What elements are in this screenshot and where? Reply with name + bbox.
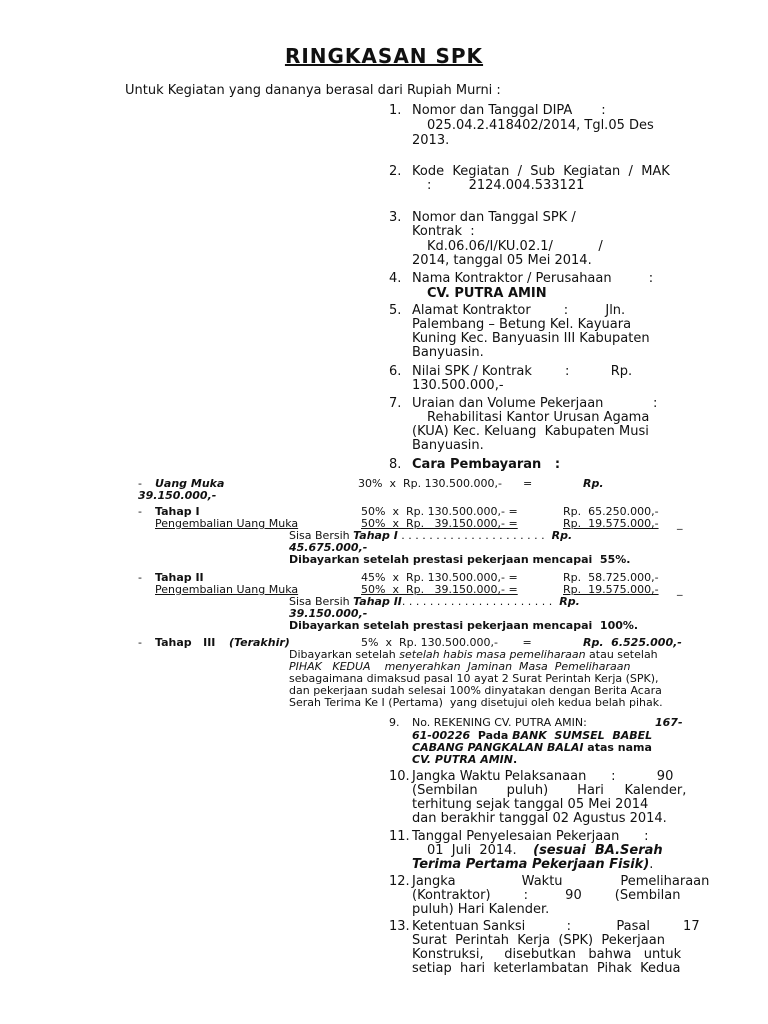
tahap-3-calc: 5% x Rp. 130.500.000,- = <box>361 636 532 649</box>
item-7-number: 7. <box>389 396 402 411</box>
tahap-2-return-tail: _ <box>677 583 683 596</box>
tahap-2-label: Tahap II <box>155 571 204 584</box>
para-text: Dibayarkan setelah <box>289 648 400 661</box>
item-2-number: 2. <box>389 164 402 179</box>
item-13-line-4: setiap hari keterlambatan Pihak Kedua <box>412 961 681 976</box>
completion-reference: (sesuai BA.Serah <box>533 843 663 858</box>
item-4-line-1: Nama Kontraktor / Perusahaan : <box>412 271 654 286</box>
item-3-line-2: Kontrak : <box>412 224 475 239</box>
tahap-2-return-amount: Rp. 19.575.000,- <box>563 583 659 596</box>
tahap-1-dash: - <box>138 505 142 518</box>
tahap-2-amount: Rp. 58.725.000,- <box>563 571 659 584</box>
item-5-line-2: Palembang – Betung Kel. Kayuara <box>412 317 632 332</box>
item-1-line-2: 025.04.2.418402/2014, Tgl.05 Des <box>427 118 654 133</box>
net-rp: Rp. <box>551 529 573 542</box>
item-5-line-1: Alamat Kontraktor : Jln. <box>412 303 626 318</box>
item-12-line-1: Jangka Waktu Pemeliharaan <box>412 874 710 889</box>
tahap-2-calc: 45% x Rp. 130.500.000,- = <box>361 571 518 584</box>
item-9-line-4 <box>412 753 517 766</box>
item-1-number: 1. <box>389 103 402 118</box>
uang-muka-amount: 39.150.000,- <box>138 489 217 502</box>
uang-muka-dash: - <box>138 477 142 490</box>
account-number-part-1: 167- <box>655 716 683 729</box>
bank-branch: CABANG PANGKALAN BALAI <box>412 741 584 754</box>
item-11-line-2 <box>427 843 663 858</box>
item-1-line-3: 2013. <box>412 133 450 148</box>
tahap-3-para-line-4: dan pekerjaan sudah selesai 100% dinyatakan dengan Berita Acara <box>289 684 662 697</box>
account-number-part-2: 61-00226 <box>412 729 471 742</box>
item-13-number: 13. <box>389 919 410 934</box>
net-tahap: Tahap I <box>353 529 398 542</box>
tahap-2-return-label: Pengembalian Uang Muka <box>155 583 299 596</box>
uang-muka-label: Uang Muka <box>155 477 225 490</box>
item-13-line-2: Surat Perintah Kerja (SPK) Pekerjaan <box>412 933 665 948</box>
item-10-line-4: dan berakhir tanggal 02 Agustus 2014. <box>412 811 667 826</box>
tahap-1-label: Tahap I <box>155 505 200 518</box>
net-dots: . . . . . . . . . . . . . . . . . . . . . . <box>401 595 560 608</box>
account-holder: CV. PUTRA AMIN <box>412 753 513 766</box>
tahap-3-dash: - <box>138 636 142 649</box>
item-13-line-1: Ketentuan Sanksi : Pasal 17 <box>412 919 700 934</box>
tahap-3-label-2: (Terakhir) <box>229 636 290 649</box>
tahap-3-para-line-5: Serah Terima Ke I (Pertama) yang disetujui oleh kedua belah pihak. <box>289 696 663 709</box>
net-dots: . . . . . . . . . . . . . . . . . . . . . <box>397 529 552 542</box>
item-6-line-1: Nilai SPK / Kontrak : Rp. <box>412 364 633 379</box>
item-7-line-3: (KUA) Kec. Keluang Kabupaten Musi <box>412 424 649 439</box>
item-2-line-1: Kode Kegiatan / Sub Kegiatan / MAK <box>412 164 670 179</box>
item-9-number: 9. <box>389 716 400 729</box>
tahap-3-para-line-2: PIHAK KEDUA menyerahkan Jaminan Masa Pemeliharaan <box>289 660 631 673</box>
payment-method-heading: Cara Pembayaran : <box>412 457 561 472</box>
tahap-2-net-amount: 39.150.000,- <box>289 607 368 620</box>
net-tahap: Tahap II <box>353 595 402 608</box>
item-3-number: 3. <box>389 210 402 225</box>
item-13-line-3: Konstruksi, disebutkan bahwa untuk <box>412 947 682 962</box>
uang-muka-rp: Rp. <box>583 477 604 490</box>
item-4-number: 4. <box>389 271 402 286</box>
item-7-line-2: Rehabilitasi Kantor Urusan Agama <box>427 410 650 425</box>
tahap-1-return-label: Pengembalian Uang Muka <box>155 517 299 530</box>
tahap-3-label: Tahap III <box>155 636 216 649</box>
para-italic: setelah habis masa pemeliharaan <box>399 648 586 661</box>
intro-text: Untuk Kegiatan yang dananya berasal dari Rupiah Murni : <box>125 83 501 98</box>
tahap-1-return-tail: _ <box>677 517 683 530</box>
item-1-line-1: Nomor dan Tanggal DIPA : <box>412 103 606 118</box>
item-12-line-2: (Kontraktor) : 90 (Sembilan <box>412 888 681 903</box>
item-6-number: 6. <box>389 364 402 379</box>
net-rp: Rp. <box>559 595 580 608</box>
completion-period: . <box>649 857 654 872</box>
account-holder-period: . <box>512 753 518 766</box>
page-title: RINGKASAN SPK <box>284 44 484 68</box>
contractor-name: CV. PUTRA AMIN <box>427 286 547 301</box>
item-2-line-2: : 2124.004.533121 <box>427 178 585 193</box>
item-3-line-4: 2014, tanggal 05 Mei 2014. <box>412 253 592 268</box>
tahap-1-note: Dibayarkan setelah prestasi pekerjaan mencapai 55%. <box>289 553 631 566</box>
tahap-1-return-amount: Rp. 19.575.000,- <box>563 517 659 530</box>
tahap-1-calc: 50% x Rp. 130.500.000,- = <box>361 505 518 518</box>
atas-nama-text: atas nama <box>583 741 652 754</box>
item-10-number: 10. <box>389 769 410 784</box>
tahap-1-return-calc: 50% x Rp. 39.150.000,- = <box>361 517 518 530</box>
item-5-number: 5. <box>389 303 402 318</box>
bank-name: BANK SUMSEL BABEL <box>512 729 653 742</box>
item-11-line-1: Tanggal Penyelesaian Pekerjaan : <box>412 829 649 844</box>
item-11-number: 11. <box>389 829 410 844</box>
item-7-line-1: Uraian dan Volume Pekerjaan : <box>412 396 658 411</box>
item-9-line-1: No. REKENING CV. PUTRA AMIN: <box>412 716 587 729</box>
item-8-number: 8. <box>389 457 402 472</box>
completion-date: 01 Juli 2014. <box>427 843 534 858</box>
item-3-line-1: Nomor dan Tanggal SPK / <box>412 210 576 225</box>
completion-reference-cont: Terima Pertama Pekerjaan Fisik) <box>412 857 650 872</box>
tahap-3-para-line-3: sebagaimana dimaksud pasal 10 ayat 2 Surat Perintah Kerja (SPK), <box>289 672 659 685</box>
pada-text: Pada <box>470 729 513 742</box>
para-text-tail: atau setelah <box>585 648 658 661</box>
net-prefix: Sisa Bersih <box>289 529 354 542</box>
item-6-line-2: 130.500.000,- <box>412 378 504 393</box>
tahap-1-net-amount: 45.675.000,- <box>289 541 368 554</box>
tahap-2-return-calc: 50% x Rp. 39.150.000,- = <box>361 583 518 596</box>
item-3-line-3: Kd.06.06/I/KU.02.1/ / <box>427 239 603 254</box>
item-11-line-3 <box>412 857 653 872</box>
tahap-2-note: Dibayarkan setelah prestasi pekerjaan mencapai 100%. <box>289 619 639 632</box>
tahap-1-amount: Rp. 65.250.000,- <box>563 505 659 518</box>
item-5-line-3: Kuning Kec. Banyuasin III Kabupaten <box>412 331 650 346</box>
item-12-line-3: puluh) Hari Kalender. <box>412 902 550 917</box>
item-7-line-4: Banyuasin. <box>412 438 484 453</box>
tahap-2-dash: - <box>138 571 142 584</box>
item-12-number: 12. <box>389 874 410 889</box>
item-10-line-2: (Sembilan puluh) Hari Kalender, <box>412 783 687 798</box>
item-10-line-3: terhitung sejak tanggal 05 Mei 2014 <box>412 797 649 812</box>
uang-muka-calc: 30% x Rp. 130.500.000,- = <box>358 477 533 490</box>
item-5-line-4: Banyuasin. <box>412 345 484 360</box>
net-prefix: Sisa Bersih <box>289 595 354 608</box>
item-10-line-1: Jangka Waktu Pelaksanaan : 90 <box>412 769 674 784</box>
tahap-3-amount: Rp. 6.525.000,- <box>583 636 682 649</box>
